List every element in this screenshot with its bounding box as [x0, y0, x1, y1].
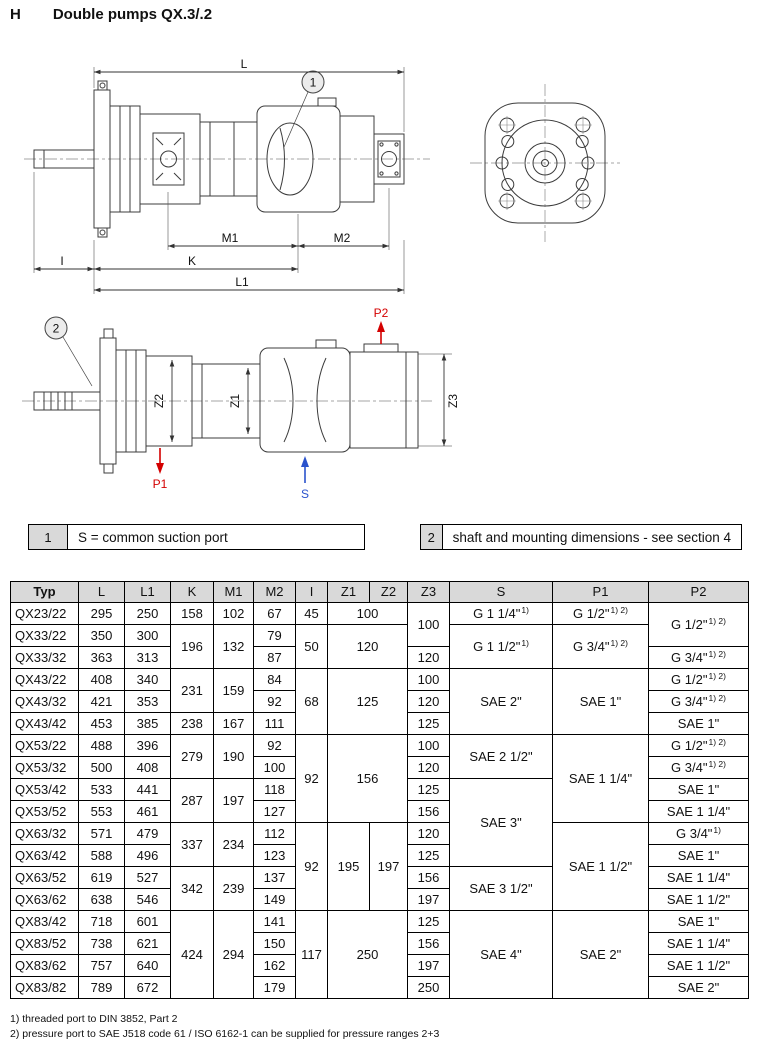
value-cell: 197	[408, 955, 450, 977]
value-cell: G 3/4"$^{1) 2)}$	[649, 757, 749, 779]
value-cell: 279	[171, 735, 214, 779]
value-cell: G 1 1/2"$^{1)}$	[450, 625, 553, 669]
footnote-marker: 1) 2)	[610, 604, 628, 615]
value-cell: G 1/2"$^{1) 2)}$	[649, 603, 749, 647]
column-header: Z1	[328, 582, 370, 603]
value-cell: 120	[408, 823, 450, 845]
port-P2-label: P2	[373, 306, 389, 320]
value-cell: SAE 1"	[649, 713, 749, 735]
typ-cell: QX83/62	[11, 955, 79, 977]
column-header: P1	[553, 582, 649, 603]
typ-cell: QX53/22	[11, 735, 79, 757]
value-cell: 167	[214, 713, 254, 735]
port-P2	[374, 306, 389, 344]
value-cell: 158	[171, 603, 214, 625]
page-title: Double pumps QX.3/.2	[52, 6, 213, 23]
value-cell: 571	[79, 823, 125, 845]
mounting-flange-drawing	[468, 74, 622, 252]
value-cell: G 3/4"$^{1) 2)}$	[553, 625, 649, 669]
typ-cell: QX43/32	[11, 691, 79, 713]
value-cell: SAE 2 1/2"	[450, 735, 553, 779]
legend-shaft-mounting	[420, 524, 742, 550]
section-letter: H	[10, 6, 21, 23]
value-cell: 92	[254, 735, 296, 757]
page-header	[10, 6, 212, 23]
value-cell: SAE 1 1/4"	[553, 735, 649, 823]
value-cell: SAE 1 1/4"	[649, 933, 749, 955]
value-cell: G 1/2"$^{1) 2)}$	[649, 669, 749, 691]
value-cell: 125	[408, 911, 450, 933]
value-cell: SAE 1 1/2"	[649, 955, 749, 977]
value-cell: 250	[125, 603, 171, 625]
column-header: Typ	[11, 582, 79, 603]
typ-cell: QX43/42	[11, 713, 79, 735]
value-cell: 120	[328, 625, 408, 669]
value-cell: 123	[254, 845, 296, 867]
value-cell: 638	[79, 889, 125, 911]
value-cell: 79	[254, 625, 296, 647]
value-cell: 102	[214, 603, 254, 625]
value-cell: 100	[328, 603, 408, 625]
value-cell: 672	[125, 977, 171, 999]
dim-Z2: Z2	[152, 393, 166, 409]
callout-2-label: 2	[52, 321, 60, 336]
column-header: P2	[649, 582, 749, 603]
value-cell: 533	[79, 779, 125, 801]
value-cell: 125	[408, 845, 450, 867]
value-cell: 156	[408, 801, 450, 823]
footnote-1: 1) threaded port to DIN 3852, Part 2	[10, 1013, 178, 1025]
value-cell: 294	[214, 911, 254, 999]
value-cell: 619	[79, 867, 125, 889]
value-cell: 789	[79, 977, 125, 999]
port-S-arrow	[301, 456, 309, 467]
value-cell: 295	[79, 603, 125, 625]
value-cell: 150	[254, 933, 296, 955]
typ-cell: QX63/52	[11, 867, 79, 889]
pump-section-view-drawing	[20, 306, 462, 508]
value-cell: 87	[254, 647, 296, 669]
value-cell: 137	[254, 867, 296, 889]
port-S-label: S	[300, 487, 310, 501]
typ-cell: QX33/22	[11, 625, 79, 647]
value-cell: 100	[408, 603, 450, 647]
value-cell: 127	[254, 801, 296, 823]
table-row	[11, 603, 749, 625]
column-header: S	[450, 582, 553, 603]
callout-2	[45, 317, 92, 386]
value-cell: 238	[171, 713, 214, 735]
legend-suction-port	[28, 524, 365, 550]
value-cell: 496	[125, 845, 171, 867]
table-row	[11, 823, 749, 845]
value-cell: 45	[296, 603, 328, 625]
legend-1-number: 1	[29, 525, 68, 549]
footnotes	[10, 1012, 439, 1041]
value-cell: 120	[408, 757, 450, 779]
value-cell: 421	[79, 691, 125, 713]
value-cell: 100	[254, 757, 296, 779]
value-cell: G 3/4"$^{1) 2)}$	[649, 691, 749, 713]
value-cell: 68	[296, 669, 328, 735]
value-cell: 156	[408, 933, 450, 955]
typ-cell: QX53/32	[11, 757, 79, 779]
value-cell: 196	[171, 625, 214, 669]
typ-cell: QX53/42	[11, 779, 79, 801]
value-cell: 197	[370, 823, 408, 911]
value-cell: 408	[125, 757, 171, 779]
value-cell: SAE 1"	[553, 669, 649, 735]
value-cell: 197	[214, 779, 254, 823]
value-cell: SAE 1 1/4"	[649, 867, 749, 889]
column-header: K	[171, 582, 214, 603]
value-cell: 141	[254, 911, 296, 933]
value-cell: 287	[171, 779, 214, 823]
dim-M2: M2	[333, 231, 351, 245]
value-cell: 92	[296, 823, 328, 911]
pump-side-view-drawing	[22, 54, 434, 306]
typ-cell: QX83/42	[11, 911, 79, 933]
value-cell: 195	[328, 823, 370, 911]
value-cell: 313	[125, 647, 171, 669]
typ-cell: QX53/52	[11, 801, 79, 823]
dim-L: L	[240, 57, 248, 71]
typ-cell: QX43/22	[11, 669, 79, 691]
value-cell: 300	[125, 625, 171, 647]
port-P1-arrow	[156, 463, 164, 474]
value-cell: 120	[408, 647, 450, 669]
column-header: Z2	[370, 582, 408, 603]
value-cell: SAE 1"	[649, 779, 749, 801]
footnote-2: 2) pressure port to SAE J518 code 61 / ISO 6162-1 can be supplied for pressure ranges 2+3	[10, 1027, 440, 1040]
dim-L1: L1	[235, 275, 249, 289]
value-cell: SAE 2"	[450, 669, 553, 735]
footnote-marker: 1)	[713, 824, 721, 835]
extension-lines	[34, 67, 404, 294]
legend-2-text: shaft and mounting dimensions - see section 4	[452, 529, 731, 545]
footnote-marker: 1)	[521, 637, 529, 648]
value-cell: 396	[125, 735, 171, 757]
value-cell: 385	[125, 713, 171, 735]
column-header: I	[296, 582, 328, 603]
value-cell: 553	[79, 801, 125, 823]
value-cell: 234	[214, 823, 254, 867]
value-cell: 117	[296, 911, 328, 999]
value-cell: 84	[254, 669, 296, 691]
dim-K: K	[187, 254, 197, 268]
value-cell: 363	[79, 647, 125, 669]
value-cell: 156	[408, 867, 450, 889]
dim-Z3: Z3	[446, 393, 460, 409]
value-cell: G 3/4"$^{1) 2)}$	[649, 647, 749, 669]
typ-cell: QX23/22	[11, 603, 79, 625]
value-cell: 50	[296, 625, 328, 669]
value-cell: 353	[125, 691, 171, 713]
value-cell: 149	[254, 889, 296, 911]
value-cell: SAE 1"	[649, 911, 749, 933]
callout-1	[284, 71, 324, 147]
value-cell: 179	[254, 977, 296, 999]
value-cell: 488	[79, 735, 125, 757]
value-cell: SAE 1 1/2"	[553, 823, 649, 911]
column-header: Z3	[408, 582, 450, 603]
value-cell: 67	[254, 603, 296, 625]
centerlines	[470, 84, 620, 242]
port-S	[301, 456, 309, 501]
value-cell: 112	[254, 823, 296, 845]
typ-cell: QX63/62	[11, 889, 79, 911]
value-cell: G 1/2"$^{1) 2)}$	[553, 603, 649, 625]
value-cell: G 1/2"$^{1) 2)}$	[649, 735, 749, 757]
value-cell: 621	[125, 933, 171, 955]
value-cell: SAE 3 1/2"	[450, 867, 553, 911]
value-cell: SAE 2"	[649, 977, 749, 999]
value-cell: 408	[79, 669, 125, 691]
value-cell: 125	[408, 779, 450, 801]
value-cell: 342	[171, 867, 214, 911]
value-cell: 441	[125, 779, 171, 801]
port-P1-label: P1	[152, 477, 168, 491]
value-cell: 118	[254, 779, 296, 801]
column-header: L	[79, 582, 125, 603]
value-cell: 132	[214, 625, 254, 669]
value-cell: 479	[125, 823, 171, 845]
value-cell: SAE 1"	[649, 845, 749, 867]
value-cell: 738	[79, 933, 125, 955]
dimension-lines	[34, 72, 404, 290]
dim-M1: M1	[221, 231, 239, 245]
value-cell: G 3/4"$^{1)}$	[649, 823, 749, 845]
typ-cell: QX63/32	[11, 823, 79, 845]
typ-cell: QX83/52	[11, 933, 79, 955]
value-cell: 92	[296, 735, 328, 823]
value-cell: 111	[254, 713, 296, 735]
column-header: L1	[125, 582, 171, 603]
value-cell: 340	[125, 669, 171, 691]
value-cell: 601	[125, 911, 171, 933]
value-cell: 190	[214, 735, 254, 779]
value-cell: 640	[125, 955, 171, 977]
z-dimension-lines	[172, 354, 452, 446]
value-cell: 92	[254, 691, 296, 713]
value-cell: 239	[214, 867, 254, 911]
value-cell: 546	[125, 889, 171, 911]
value-cell: 757	[79, 955, 125, 977]
value-cell: 527	[125, 867, 171, 889]
typ-cell: QX33/32	[11, 647, 79, 669]
value-cell: 453	[79, 713, 125, 735]
value-cell: SAE 1 1/4"	[649, 801, 749, 823]
value-cell: G 1 1/4"$^{1)}$	[450, 603, 553, 625]
footnote-marker: 1) 2)	[708, 648, 726, 659]
value-cell: 156	[328, 735, 408, 823]
value-cell: 500	[79, 757, 125, 779]
table-row	[11, 735, 749, 757]
value-cell: 159	[214, 669, 254, 713]
table-row	[11, 625, 749, 647]
dimensions-table	[10, 581, 749, 999]
legend-1-text: S = common suction port	[78, 529, 228, 545]
port-P1	[153, 448, 168, 491]
dim-I: I	[60, 254, 64, 268]
typ-cell: QX83/82	[11, 977, 79, 999]
value-cell: 231	[171, 669, 214, 713]
port-P2-arrow	[377, 321, 385, 332]
dim-Z1: Z1	[228, 393, 242, 409]
value-cell: 250	[328, 911, 408, 999]
footnote-marker: 1)	[521, 604, 529, 615]
column-header: M1	[214, 582, 254, 603]
callout-1-label: 1	[309, 75, 317, 90]
value-cell: 197	[408, 889, 450, 911]
footnote-marker: 1) 2)	[708, 692, 726, 703]
value-cell: 461	[125, 801, 171, 823]
footnote-marker: 1) 2)	[708, 670, 726, 681]
table-row	[11, 669, 749, 691]
table-header-row	[11, 582, 749, 603]
value-cell: 718	[79, 911, 125, 933]
value-cell: 350	[79, 625, 125, 647]
value-cell: SAE 1 1/2"	[649, 889, 749, 911]
value-cell: SAE 4"	[450, 911, 553, 999]
footnote-marker: 1) 2)	[708, 758, 726, 769]
value-cell: 125	[408, 713, 450, 735]
value-cell: SAE 3"	[450, 779, 553, 867]
value-cell: 100	[408, 735, 450, 757]
table-row	[11, 911, 749, 933]
legend-2-number: 2	[421, 525, 443, 549]
value-cell: SAE 2"	[553, 911, 649, 999]
typ-cell: QX63/42	[11, 845, 79, 867]
value-cell: 100	[408, 669, 450, 691]
footnote-marker: 1) 2)	[708, 615, 726, 626]
value-cell: 337	[171, 823, 214, 867]
value-cell: 250	[408, 977, 450, 999]
value-cell: 162	[254, 955, 296, 977]
value-cell: 424	[171, 911, 214, 999]
column-header: M2	[254, 582, 296, 603]
footnote-marker: 1) 2)	[610, 637, 628, 648]
value-cell: 588	[79, 845, 125, 867]
value-cell: 125	[328, 669, 408, 735]
footnote-marker: 1) 2)	[708, 736, 726, 747]
value-cell: 120	[408, 691, 450, 713]
